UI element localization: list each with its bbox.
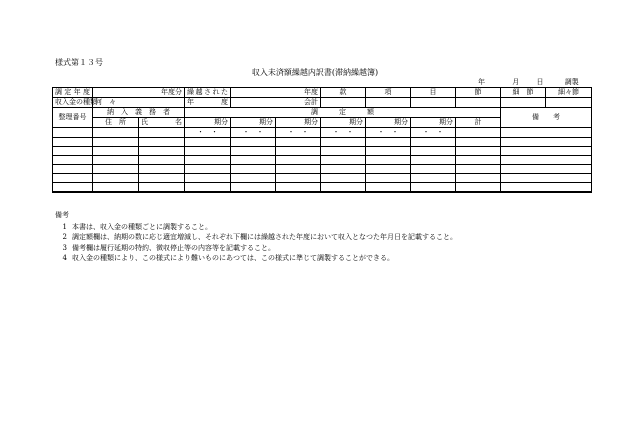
cell	[456, 128, 501, 138]
label-kei: 計	[456, 118, 501, 128]
note-item	[55, 243, 457, 254]
date-dots-row	[53, 128, 592, 138]
note-text: 本書は、収入金の種類ごとに調製すること。	[72, 222, 212, 231]
label-seiri-bango: 整理番号	[53, 108, 93, 128]
date-dots: ・ ・	[276, 128, 321, 138]
label-kibun: 期分	[321, 118, 366, 128]
label-kibun: 期分	[366, 118, 411, 128]
cell-kan-value	[321, 98, 366, 108]
note-number: 3	[62, 243, 67, 252]
cell-setsu-value	[456, 98, 501, 108]
label-shimei: 氏 名	[139, 118, 185, 128]
table-row	[53, 156, 592, 165]
note-text: 調定額欄は、納期の数に応じ適宜増減し、それぞれ下欄には繰越された年度において収入となつた年月日を記載すること。	[72, 233, 457, 241]
label-kaikei: 会計	[231, 98, 321, 108]
note-number: 2	[62, 233, 67, 241]
label-nen-do: 年 度	[185, 98, 231, 108]
note-item	[55, 232, 457, 243]
cell	[501, 128, 592, 138]
label-nounyu-gimusha: 納 入 義 務 者	[93, 108, 185, 118]
header-row-1	[53, 88, 592, 98]
cell	[93, 128, 139, 138]
label-kibun: 期分	[411, 118, 456, 128]
note-item	[55, 222, 457, 233]
cell	[53, 128, 93, 138]
label-setsu: 節	[456, 88, 501, 98]
date-dots: ・ ・	[185, 128, 231, 138]
label-kan: 款	[321, 88, 366, 98]
note-text: 備考欄は履行延期の特約、徴収停止等の内容等を記載すること。	[72, 243, 275, 252]
table-row	[53, 147, 592, 156]
date-dots: ・ ・	[366, 128, 411, 138]
date-year: 年	[478, 78, 485, 86]
date-line	[478, 77, 579, 87]
header-row-2	[53, 98, 592, 108]
date-dots: ・ ・	[231, 128, 276, 138]
note-number: 1	[62, 222, 67, 231]
page-title: 収入未済額繰越内訳書(滞納繰越簿)	[251, 68, 379, 77]
table-row	[53, 165, 592, 174]
label-kibun: 期分	[185, 118, 231, 128]
label-nannan: 何 々	[93, 98, 185, 108]
label-kurikoshi: 繰越された	[185, 88, 231, 98]
cell-kou-value	[366, 98, 411, 108]
label-shunyu-kind: 収入金の種類	[53, 98, 93, 108]
label-nendo: 年度	[231, 88, 321, 98]
label-kibun: 期分	[231, 118, 276, 128]
notes-heading: 備考	[55, 211, 69, 219]
cell	[139, 128, 185, 138]
note-number: 4	[62, 254, 67, 262]
notes-section	[55, 210, 457, 264]
label-kou: 項	[366, 88, 411, 98]
label-moku: 目	[411, 88, 456, 98]
label-chotei-nendo: 調定年度	[53, 88, 93, 98]
table-row	[53, 174, 592, 183]
cell-moku-value	[411, 98, 456, 108]
cell-saimoku-value	[501, 98, 546, 108]
label-saimoku: 細 節	[501, 88, 546, 98]
date-prepared: 調製	[564, 78, 579, 86]
label-biko: 備 考	[501, 108, 592, 128]
date-day: 日	[536, 78, 544, 86]
label-kibun: 期分	[276, 118, 321, 128]
cell-saisai-value	[546, 98, 592, 108]
form-number: 様式第１３号	[55, 58, 103, 67]
header-row-3	[53, 108, 592, 118]
carryover-table	[52, 87, 592, 193]
label-saisai: 細々節	[546, 88, 592, 98]
table-row	[53, 183, 592, 193]
label-chotei-gaku: 調 定 額	[185, 108, 501, 118]
note-item	[55, 253, 457, 264]
date-month: 月	[512, 78, 520, 86]
table-row	[53, 138, 592, 147]
label-jusho: 住 所	[93, 118, 139, 128]
date-dots: ・ ・	[411, 128, 456, 138]
note-text: 収入金の種類により、この様式により難いものにあつては、この様式に準じて調製することができる。	[72, 254, 394, 262]
label-nendo-bun: 年度分	[93, 88, 185, 98]
date-dots: ・ ・	[321, 128, 366, 138]
